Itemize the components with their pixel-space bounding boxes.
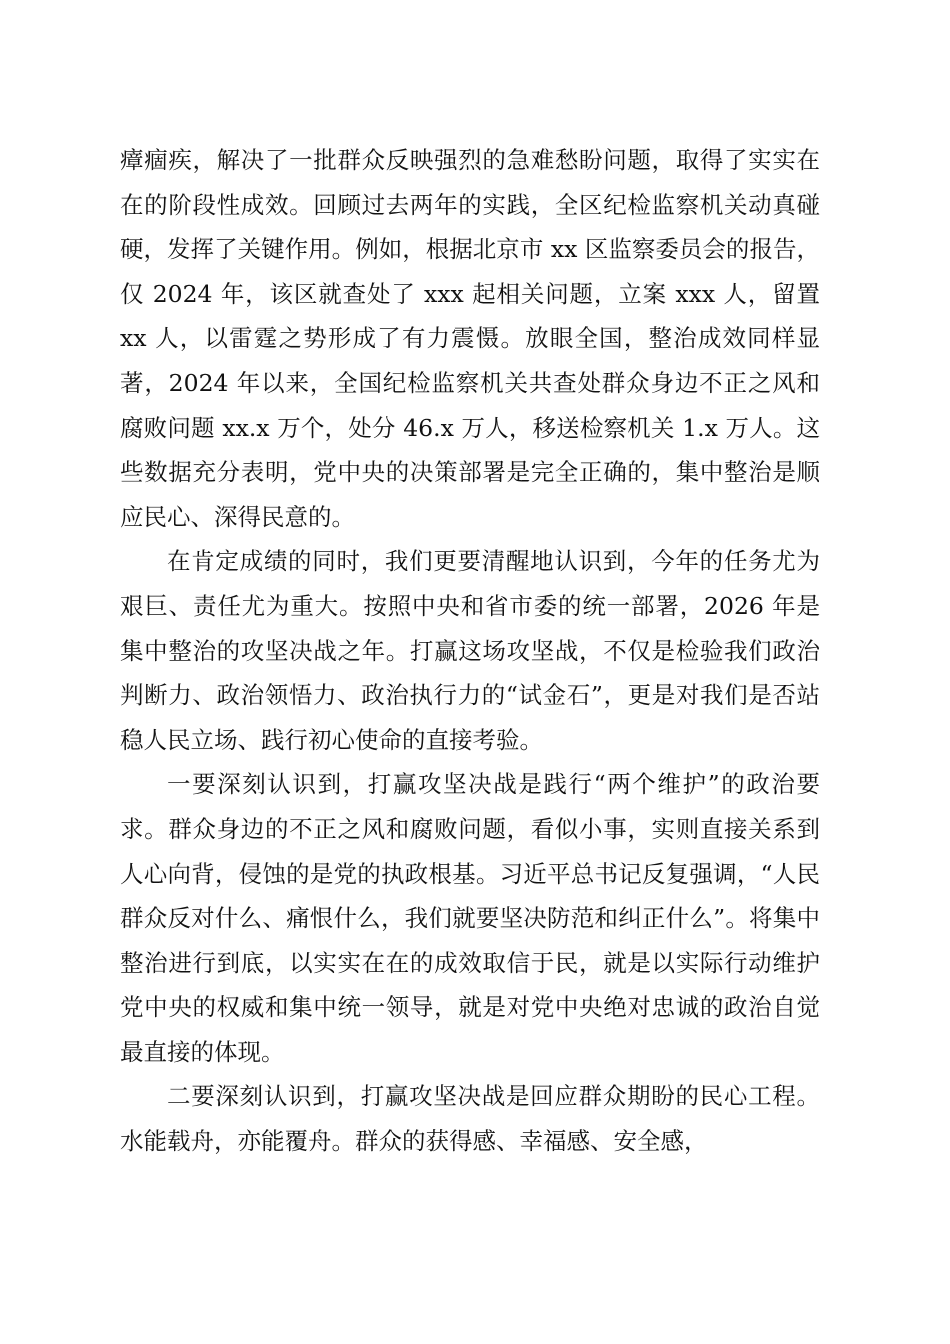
paragraph-2: 在肯定成绩的同时，我们更要清醒地认识到，今年的任务尤为艰巨、责任尤为重大。按照中央和省市委的统一部署，2026 年是集中整治的攻坚决战之年。打赢这场攻坚战，不仅是检验我们政治判断力、政治领悟力、政治执行力的“试金石”，更是对我们是否站稳人民立场、践行初心使命的直接考验。 <box>120 547 820 754</box>
paragraph-3: 一要深刻认识到，打赢攻坚决战是践行“两个维护”的政治要求。群众身边的不正之风和腐败问题，看似小事，实则直接关系到人心向背，侵蚀的是党的执政根基。习近平总书记反复强调，“人民群众反对什么、痛恨什么，我们就要坚决防范和纠正什么”。将集中整治进行到底，以实实在在的成效取信于民，就是以实际行动维护党中央的权威和集中统一领导，就是对党中央绝对忠诚的政治自觉最直接的体现。 <box>120 770 820 1066</box>
paragraph-4: 二要深刻认识到，打赢攻坚决战是回应群众期盼的民心工程。水能载舟，亦能覆舟。群众的获得感、幸福感、安全感， <box>120 1082 820 1156</box>
paragraph-1: 瘴痼疾，解决了一批群众反映强烈的急难愁盼问题，取得了实实在在的阶段性成效。回顾过去两年的实践，全区纪检监察机关动真碰硬，发挥了关键作用。例如，根据北京市 xx 区监察委员会的报告，仅 2024 年，该区就查处了 xxx 起相关问题，立案 xxx 人，留置 xx 人，以雷霆之势形成了有力震慑。放眼全国，整治成效同样显著，2024 年以来，全国纪检监察机关共查处群众身边不正之风和腐败问题 xx.x 万个，处分 46.x 万人，移送检察机关 1.x 万人。这些数据充分表明，党中央的决策部署是完全正确的，集中整治是顺应民心、深得民意的。 <box>120 146 820 531</box>
document-body <box>120 138 820 1164</box>
